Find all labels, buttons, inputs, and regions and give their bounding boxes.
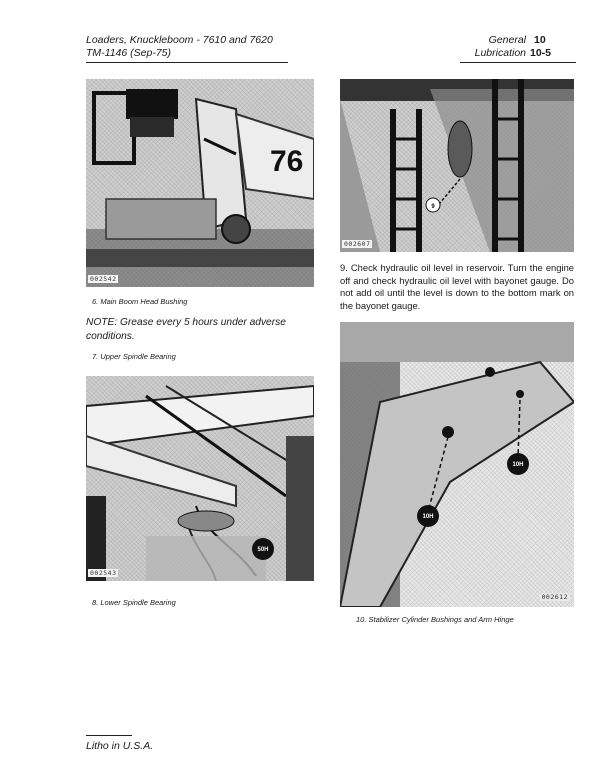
manual-id: TM-1146 (Sep-75) <box>86 47 172 59</box>
grease-label-fig8: 50H <box>257 547 269 553</box>
caption-fig10: 10. Stabilizer Cylinder Bushings and Arm Hinge <box>356 615 514 624</box>
section-name: General <box>488 34 526 46</box>
footer-rule <box>86 735 132 736</box>
grease-label-fig10-b: 10H <box>512 462 524 468</box>
caption-fig7: 7. Upper Spindle Bearing <box>92 352 176 361</box>
boom-head-illustration <box>86 79 314 287</box>
step9-paragraph: 9. Check hydraulic oil level in reservoir. Turn the engine off and check hydraulic oil level with bayonet gauge. Do not add oil until the level is down to the bottom mark on the bayonet gauge. <box>340 262 574 311</box>
header-title: Loaders, Knuckleboom - 7610 and 7620 <box>86 34 273 46</box>
footer-litho: Litho in U.S.A. <box>86 740 154 752</box>
grease-label-fig10-a: 10H <box>422 514 434 520</box>
page-number: 10-5 <box>530 47 552 59</box>
stabilizer-illustration <box>340 322 574 607</box>
header-rule-left <box>86 62 288 63</box>
neg-number-fig10: 002612 <box>541 593 568 601</box>
reservoir-illustration <box>340 79 574 252</box>
neg-number-fig9: 002607 <box>344 240 371 248</box>
figure-stabilizer-photo <box>340 322 574 607</box>
neg-number-fig6: 002542 <box>90 275 117 283</box>
subsection-name: Lubrication <box>474 47 526 59</box>
figure-main-boom-head-photo <box>86 79 314 287</box>
section-number: 10 <box>534 34 546 46</box>
caption-fig8: 8. Lower Spindle Bearing <box>92 598 176 607</box>
boom-marking: 76 <box>270 145 304 178</box>
neg-number-fig8: 002543 <box>90 569 117 577</box>
grease-note: NOTE: Grease every 5 hours under adverse conditions. <box>86 317 286 342</box>
figure-lower-spindle-photo <box>86 376 314 581</box>
spindle-illustration <box>86 376 314 581</box>
caption-fig6: 6. Main Boom Head Bushing <box>92 297 188 306</box>
figure-hydraulic-reservoir-photo <box>340 79 574 252</box>
header-rule-right <box>460 62 576 63</box>
marker-fig9: 9 <box>431 204 435 210</box>
